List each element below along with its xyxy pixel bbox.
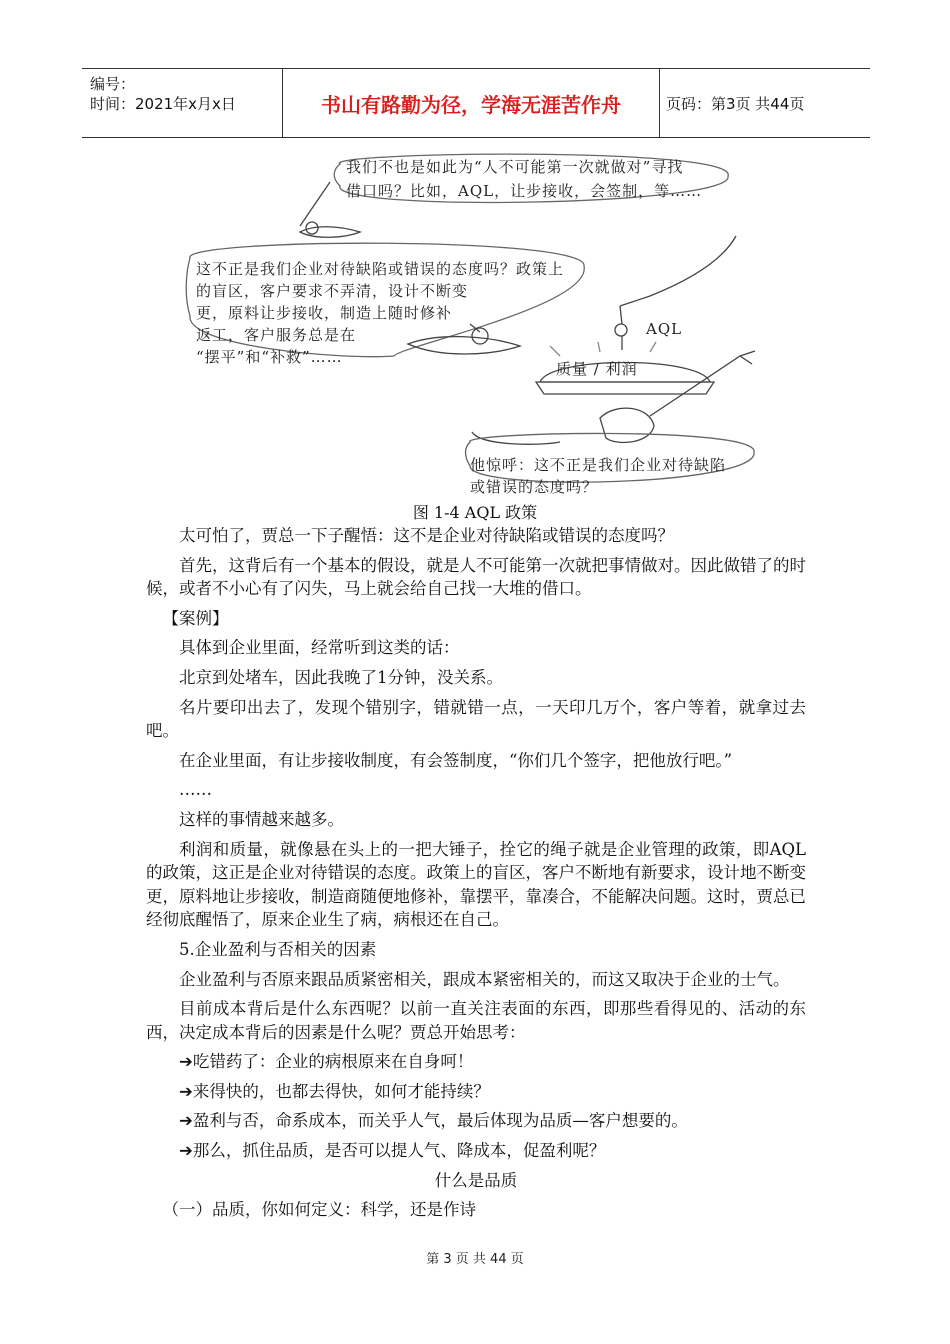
section-heading: 5.企业盈利与否相关的因素 bbox=[179, 939, 377, 959]
article-body bbox=[146, 524, 806, 1228]
subheading-quality: 什么是品质 bbox=[434, 1170, 518, 1190]
header-page-info: 页码：第3页 共44页 bbox=[666, 94, 805, 113]
label-aql: AQL bbox=[646, 320, 683, 338]
paragraph: 在企业里面，有让步接收制度，有会签制度，“你们几个签字，把他放行吧。” bbox=[179, 750, 733, 770]
figure-caption: 图 1-4 AQL 政策 bbox=[412, 503, 538, 522]
header-motto: 书山有路勤为径，学海无涯苦作舟 bbox=[283, 69, 660, 137]
header-meta-cell bbox=[82, 69, 283, 137]
number-label: 编号： bbox=[90, 75, 136, 93]
label-hammer: 质量 / 利润 bbox=[556, 360, 638, 378]
bubble-left-line-5: “摆平”和“补救”…… bbox=[196, 348, 343, 366]
date-label: 时间：2021年x月x日 bbox=[90, 95, 236, 113]
arrow-point: ➔来得快的，也都去得快，如何才能持续？ bbox=[179, 1081, 490, 1101]
case-heading: 【案例】 bbox=[162, 608, 229, 628]
paragraph: 北京到处堵车，因此我晚了1分钟，没关系。 bbox=[179, 667, 503, 687]
bubble-top-line-1: 我们不也是如此为“人不可能第一次就做对”寻找 bbox=[346, 158, 684, 176]
arrow-point: ➔盈利与否，命系成本，而关乎人气，最后体现为品质—客户想要的。 bbox=[179, 1111, 688, 1131]
arrow-point: ➔那么，抓住品质，是否可以提人气、降成本，促盈利呢？ bbox=[179, 1141, 606, 1161]
page-footer: 第 3 页 共 44 页 bbox=[426, 1252, 524, 1267]
paragraph: 首先，这背后有一个基本的假设，就是人不可能第一次就把事情做对。因此做错了的时候，或者不小心有了闪失，马上就会给自己找一大堆的借口。 bbox=[146, 555, 806, 599]
paragraph: 名片要印出去了，发现个错别字，错就错一点，一天印几万个，客户等着，就拿过去吧。 bbox=[146, 697, 806, 741]
bubble-bottom-line-2: 或错误的态度吗？ bbox=[470, 478, 599, 496]
paragraph: 利润和质量，就像悬在头上的一把大锤子，拴它的绳子就是企业管理的政策，即AQL的政策，这正是企业对待错误的态度。政策上的盲区，客户不断地有新要求，设计地不断变更，原料地让步接收，制造商随便地修补，靠摆平，靠凑合，不能解决问题。这时，贾总已经彻底醒悟了，原来企业生了病，病根还在自己。 bbox=[146, 839, 806, 930]
bubble-top-line-2: 借口吗？比如，AQL，让步接收，会签制，等…… bbox=[346, 182, 703, 200]
paragraph: …… bbox=[179, 780, 212, 800]
arrow-point: ➔吃错药了：企业的病根原来在自身呵！ bbox=[179, 1052, 474, 1072]
paragraph: 具体到企业里面，经常听到这类的话： bbox=[179, 638, 460, 658]
bubble-left-line-2: 的盲区，客户要求不弄清，设计不断变 bbox=[196, 282, 469, 300]
bubble-left-line-1: 这不正是我们企业对待缺陷或错误的态度吗？政策上 bbox=[196, 260, 565, 278]
bubble-left-line-4: 返工，客户服务总是在 bbox=[196, 326, 357, 344]
subheading-definition: （一）品质，你如何定义：科学，还是作诗 bbox=[162, 1200, 476, 1220]
bubble-bottom-line-1: 他惊呼：这不正是我们企业对待缺陷 bbox=[470, 456, 727, 474]
paragraph: 这样的事情越来越多。 bbox=[179, 809, 344, 829]
bubble-left-line-3: 更，原料让步接收，制造上随时修补 bbox=[196, 304, 453, 322]
page-header bbox=[82, 68, 870, 138]
paragraph: 目前成本背后是什么东西呢？以前一直关注表面的东西，即那些看得见的、活动的东西，决定成本背后的因素是什么呢？贾总开始思考： bbox=[146, 999, 806, 1042]
aql-cartoon-figure bbox=[180, 146, 760, 496]
paragraph: 企业盈利与否原来跟品质紧密相关，跟成本紧密相关的，而这又取决于企业的士气。 bbox=[179, 969, 790, 989]
paragraph: 太可怕了，贾总一下子醒悟：这不是企业对待缺陷或错误的态度吗？ bbox=[179, 526, 674, 545]
